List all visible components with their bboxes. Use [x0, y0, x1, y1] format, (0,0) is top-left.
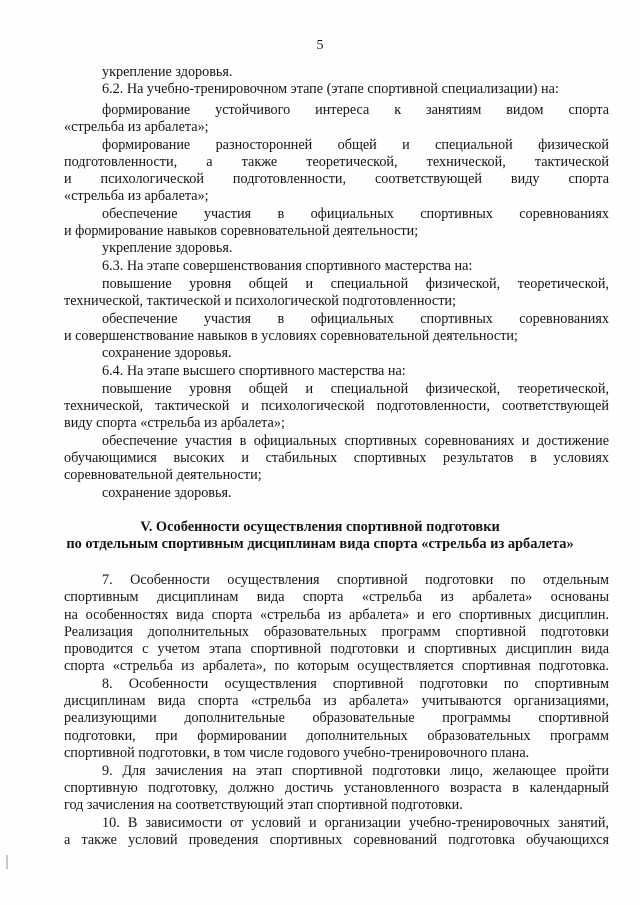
text-line: обеспечение участия в официальных спортивных соревнованиях: [102, 311, 609, 327]
text-line: 6.4. На этапе высшего спортивного мастерства на:: [102, 363, 406, 379]
text-line: реализующими дополнительные образовательные программы спортивной: [64, 710, 609, 726]
text-line: подготовки, при формировании дополнительных образовательных программ: [64, 728, 609, 744]
text-line: виду спорта «стрельба из арбалета»;: [64, 415, 285, 431]
text-line: «стрельба из арбалета»;: [64, 119, 209, 135]
text-line: повышение уровня общей и специальной физической, теоретической,: [102, 381, 609, 397]
text-line: и психологической подготовленности, соответствующей виду спорта: [64, 171, 609, 187]
text-line: «стрельба из арбалета»;: [64, 188, 209, 204]
text-line: спортивную подготовку, должно достичь установленного возраста в календарный: [64, 780, 609, 796]
text-line: и формирование навыков соревновательной деятельности;: [64, 223, 419, 239]
text-line: обеспечение участия в официальных спортивных соревнованиях: [102, 206, 609, 222]
text-line: сохранение здоровья.: [102, 345, 232, 361]
text-line: укрепление здоровья.: [102, 240, 233, 256]
text-line: укрепление здоровья.: [102, 64, 233, 80]
text-line: спорта «стрельба из арбалета», по которым осуществляется спортивная подготовка.: [64, 658, 609, 674]
section-heading: по отдельным спортивным дисциплинам вида спорта «стрельба из арбалета»: [66, 536, 574, 552]
page-number: 5: [316, 38, 324, 53]
text-line: 7. Особенности осуществления спортивной подготовки по отдельным: [102, 572, 609, 588]
text-line: 9. Для зачисления на этап спортивной подготовки лицо, желающее пройти: [102, 763, 609, 779]
text-line: год зачисления на соответствующий этап спортивной подготовки.: [64, 797, 463, 813]
text-line: сохранение здоровья.: [102, 485, 232, 501]
text-line: Реализация дополнительных образовательных программ спортивной подготовки: [64, 624, 609, 640]
section-heading: V. Особенности осуществления спортивной подготовки: [140, 519, 500, 535]
text-line: повышение уровня общей и специальной физической, теоретической,: [102, 276, 609, 292]
text-line: а также условий проведения спортивных соревнований подготовка обучающихся: [64, 832, 609, 848]
text-line: спортивной подготовки, в том числе годового учебно-тренировочного плана.: [64, 745, 530, 761]
text-line: соревновательной деятельности;: [64, 467, 262, 483]
text-line: подготовленности, а также теоретической, технической, тактической: [64, 154, 609, 170]
text-line: технической, тактической и психологической подготовленности;: [64, 293, 456, 309]
text-line: и совершенствование навыков в условиях соревновательной деятельности;: [64, 328, 518, 344]
text-line: 6.3. На этапе совершенствования спортивного мастерства на:: [102, 258, 473, 274]
text-line: проводится с учетом этапа спортивной подготовки и спортивных дисциплин вида: [64, 641, 609, 657]
text-line: дисциплинам вида спорта «стрельба из арбалета» учитываются организациями,: [64, 693, 609, 709]
text-line: обеспечение участия в официальных спортивных соревнованиях и достижение: [102, 433, 609, 449]
text-line: 6.2. На учебно-тренировочном этапе (этапе спортивной специализации) на:: [102, 81, 559, 97]
text-line: формирование устойчивого интереса к занятиям видом спорта: [102, 102, 609, 118]
text-line: 10. В зависимости от условий и организации учебно-тренировочных занятий,: [102, 815, 609, 831]
text-line: технической, тактической и психологической подготовленности, соответствующей: [64, 398, 609, 414]
text-line: спортивным дисциплинам вида спорта «стрельба из арбалета» основаны: [64, 589, 609, 605]
text-line: обучающимися высоких и стабильных спортивных результатов в условиях: [64, 450, 609, 466]
text-line: на особенностях вида спорта «стрельба из арбалета» и его спортивных дисциплин.: [64, 607, 609, 623]
text-line: 8. Особенности осуществления спортивной подготовки по спортивным: [102, 676, 609, 692]
text-line: формирование разносторонней общей и специальной физической: [102, 137, 609, 153]
scan-artifact: [6, 855, 8, 869]
